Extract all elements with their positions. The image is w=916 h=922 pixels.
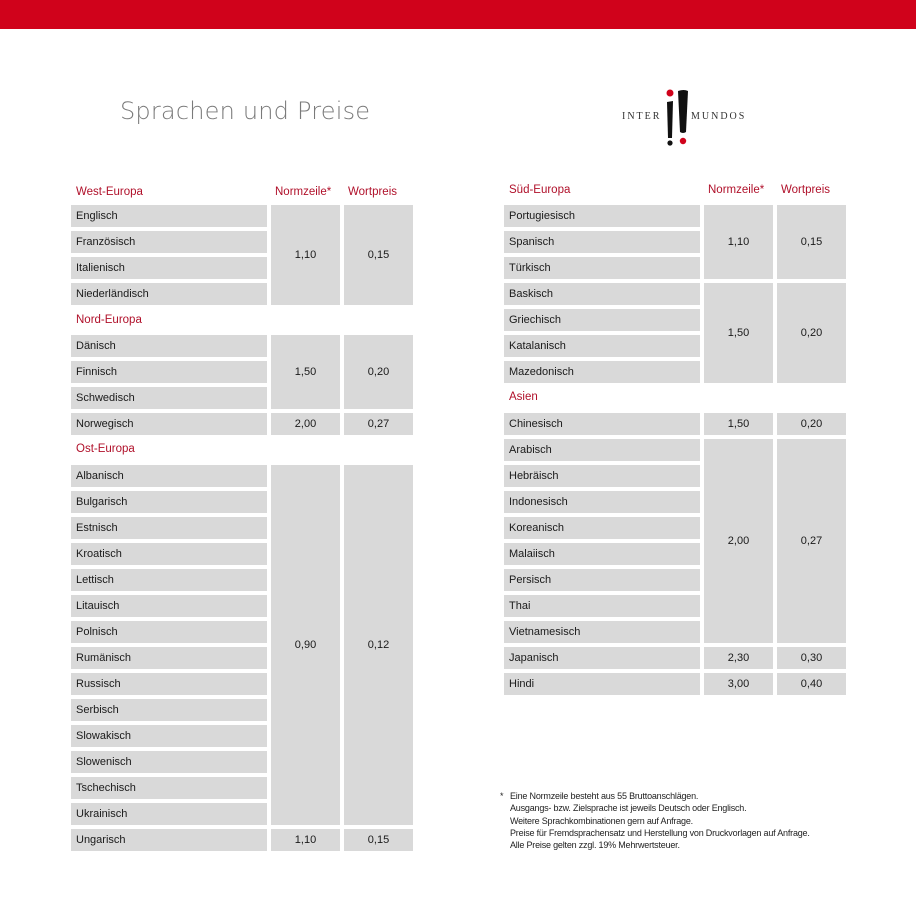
normzeile-price: 1,10 [271,829,340,851]
wortpreis-price: 0,27 [344,413,413,435]
language-row: Dänisch [71,335,267,357]
language-row: Schwedisch [71,387,267,409]
normzeile-price: 2,30 [704,647,773,669]
language-row: Baskisch [504,283,700,305]
footnote-line: Ausgangs- bzw. Zielsprache ist jeweils Deutsch oder Englisch. [510,803,747,814]
page-title: Sprachen und Preise [120,97,371,125]
wortpreis-price: 0,20 [777,413,846,435]
wortpreis-price: 0,15 [344,829,413,851]
language-row: Englisch [71,205,267,227]
normzeile-price: 1,10 [271,205,340,305]
wortpreis-price: 0,12 [344,465,413,825]
wortpreis-price: 0,20 [344,335,413,409]
language-row: Litauisch [71,595,267,617]
wortpreis-price: 0,20 [777,283,846,383]
language-row: Türkisch [504,257,700,279]
language-row: Katalanisch [504,335,700,357]
language-row: Mazedonisch [504,361,700,383]
column-header-wortpreis: Wortpreis [348,186,397,198]
language-row: Hindi [504,673,700,695]
language-row: Rumänisch [71,647,267,669]
top-accent-bar [0,0,916,29]
section-title-asien: Asien [509,391,538,403]
normzeile-price: 2,00 [271,413,340,435]
language-row: Bulgarisch [71,491,267,513]
footnote-star: * [500,791,504,801]
language-row: Ungarisch [71,829,267,851]
language-row: Norwegisch [71,413,267,435]
language-row: Japanisch [504,647,700,669]
language-row: Thai [504,595,700,617]
language-row: Russisch [71,673,267,695]
section-title-ost: Ost-Europa [76,443,135,455]
footnote-line: Eine Normzeile besteht aus 55 Bruttoanschlägen. [510,791,699,801]
normzeile-price: 1,50 [271,335,340,409]
language-row: Lettisch [71,569,267,591]
normzeile-price: 1,50 [704,283,773,383]
wortpreis-price: 0,15 [344,205,413,305]
footnote-line: Weitere Sprachkombinationen gern auf Anfrage. [510,815,693,826]
language-row: Albanisch [71,465,267,487]
language-row: Indonesisch [504,491,700,513]
brand-logo [622,88,752,146]
language-row: Hebräisch [504,465,700,487]
language-row: Italienisch [71,257,267,279]
language-row: Finnisch [71,361,267,383]
wortpreis-price: 0,15 [777,205,846,279]
language-row: Slowenisch [71,751,267,773]
language-row: Griechisch [504,309,700,331]
language-row: Spanisch [504,231,700,253]
language-row: Koreanisch [504,517,700,539]
column-header-wortpreis: Wortpreis [781,184,830,196]
language-row: Slowakisch [71,725,267,747]
language-row: Niederländisch [71,283,267,305]
language-row: Persisch [504,569,700,591]
language-row: Kroatisch [71,543,267,565]
normzeile-price: 2,00 [704,439,773,643]
normzeile-price: 0,90 [271,465,340,825]
wortpreis-price: 0,27 [777,439,846,643]
language-row: Malaiisch [504,543,700,565]
normzeile-price: 3,00 [704,673,773,695]
double-exclamation-logo-icon [663,88,691,146]
column-header-normzeile: Normzeile* [708,184,765,196]
language-row: Französisch [71,231,267,253]
section-title-nord: Nord-Europa [76,314,142,326]
language-row: Arabisch [504,439,700,461]
wortpreis-price: 0,30 [777,647,846,669]
language-row: Vietnamesisch [504,621,700,643]
language-row: Portugiesisch [504,205,700,227]
footnote-line: Alle Preise gelten zzgl. 19% Mehrwertsteuer. [510,840,680,851]
language-row: Estnisch [71,517,267,539]
section-title-sued: Süd-Europa [509,184,571,196]
wortpreis-price: 0,40 [777,673,846,695]
language-row: Tschechisch [71,777,267,799]
brand-name-left: INTER [622,111,662,122]
normzeile-price: 1,50 [704,413,773,435]
language-row: Chinesisch [504,413,700,435]
column-header-normzeile: Normzeile* [275,186,332,198]
brand-name-right: MUNDOS [691,111,747,122]
language-row: Ukrainisch [71,803,267,825]
normzeile-price: 1,10 [704,205,773,279]
footnote-line: Preise für Fremdsprachensatz und Herstellung von Druckvorlagen auf Anfrage. [510,827,810,838]
section-title-west: West-Europa [76,186,143,198]
language-row: Polnisch [71,621,267,643]
language-row: Serbisch [71,699,267,721]
